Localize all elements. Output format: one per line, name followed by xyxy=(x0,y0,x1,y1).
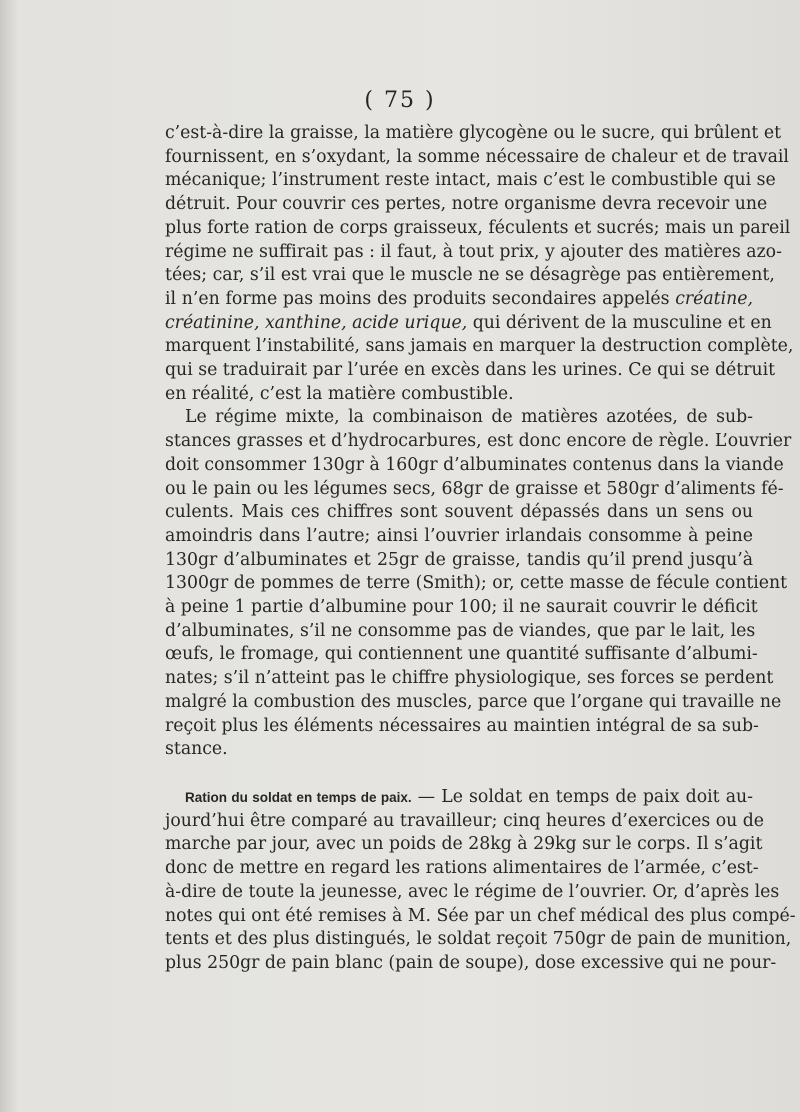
text-line: ou le pain ou les légumes secs, 68gr de graisse et 580gr d’aliments fé- xyxy=(165,478,784,499)
text-line: œufs, le fromage, qui contiennent une quantité suffisante d’albumi- xyxy=(165,644,758,665)
page-body xyxy=(165,122,796,976)
text-line: d’albuminates, s’il ne consomme pas de viandes, que par le lait, les xyxy=(165,620,756,641)
page-number: ( 75 ) xyxy=(364,88,436,113)
text-line: amoindris dans l’autre; ainsi l’ouvrier irlandais consomme à peine xyxy=(165,525,753,546)
text-line: stance. xyxy=(165,739,228,760)
text-line: détruit. Pour couvrir ces pertes, notre organisme devra recevoir une xyxy=(165,194,768,215)
text-line: donc de mettre en regard les rations alimentaires de l’armée, c’est- xyxy=(165,858,759,879)
text-line: nates; s’il n’atteint pas le chiffre physiologique, ses forces se perdent xyxy=(165,668,774,689)
text-line: 130gr d’albuminates et 25gr de graisse, tandis qu’il prend jusqu’à xyxy=(165,549,753,570)
text-line: fournissent, en s’oxydant, la somme nécessaire de chaleur et de travail xyxy=(165,146,789,167)
text-line: Le régime mixte, la combinaison de matières azotées, de sub- xyxy=(185,407,753,428)
italic-terms: créatinine, xanthine, acide urique, xyxy=(165,312,468,333)
section-heading: Ration du soldat en temps de paix. xyxy=(185,789,412,805)
text-line: créatinine, xanthine, acide urique, qui dérivent de la musculine et en xyxy=(165,312,772,333)
text-line: plus forte ration de corps graisseux, féculents et sucrés; mais un pareil xyxy=(165,217,791,238)
text-line: marquent l’instabilité, sans jamais en marquer la destruction complète, xyxy=(165,336,794,357)
text-line: qui se traduirait par l’urée en excès dans les urines. Ce qui se détruit xyxy=(165,360,776,381)
text-line: mécanique; l’instrument reste intact, mais c’est le combustible qui se xyxy=(165,170,776,191)
text-line: en réalité, c’est la matière combustible. xyxy=(165,383,514,404)
text-line: il n’en forme pas moins des produits secondaires appelés créatine, xyxy=(165,288,753,309)
text-line: stances grasses et d’hydrocarbures, est donc encore de règle. L’ouvrier xyxy=(165,431,792,452)
text-line: régime ne suffirait pas : il faut, à tout prix, y ajouter des matières azo- xyxy=(165,241,782,262)
italic-term: créatine, xyxy=(675,288,753,309)
text-line: à peine 1 partie d’albumine pour 100; il ne saurait couvrir le déficit xyxy=(165,597,758,618)
text-line: plus 250gr de pain blanc (pain de soupe), dose excessive qui ne pour- xyxy=(165,952,777,973)
text-line: tées; car, s’il est vrai que le muscle ne se désagrège pas entièrement, xyxy=(165,265,775,286)
text-line: malgré la combustion des muscles, parce que l’organe qui travaille ne xyxy=(165,691,782,712)
text-line: notes qui ont été remises à M. Sée par un chef médical des plus compé- xyxy=(165,905,796,926)
text-line: marche par jour, avec un poids de 28kg à 29kg sur le corps. Il s’agit xyxy=(165,834,763,855)
text-line: culents. Mais ces chiffres sont souvent dépassés dans un sens ou xyxy=(165,502,753,523)
section-first-line: Ration du soldat en temps de paix. — Le soldat en temps de paix doit au- xyxy=(185,786,753,807)
text-line: tents et des plus distingués, le soldat reçoit 750gr de pain de munition, xyxy=(165,929,792,950)
text-line: à-dire de toute la jeunesse, avec le régime de l’ouvrier. Or, d’après les xyxy=(165,881,780,902)
text-line: jourd’hui être comparé au travailleur; cinq heures d’exercices ou de xyxy=(165,810,765,831)
text-line: reçoit plus les éléments nécessaires au maintien intégral de sa sub- xyxy=(165,715,759,736)
text-line: doit consommer 130gr à 160gr d’albuminates contenus dans la viande xyxy=(165,454,784,475)
text-line: c’est-à-dire la graisse, la matière glycogène ou le sucre, qui brûlent et xyxy=(165,123,782,143)
text-line: 1300gr de pommes de terre (Smith); or, cette masse de fécule contient xyxy=(165,573,788,594)
